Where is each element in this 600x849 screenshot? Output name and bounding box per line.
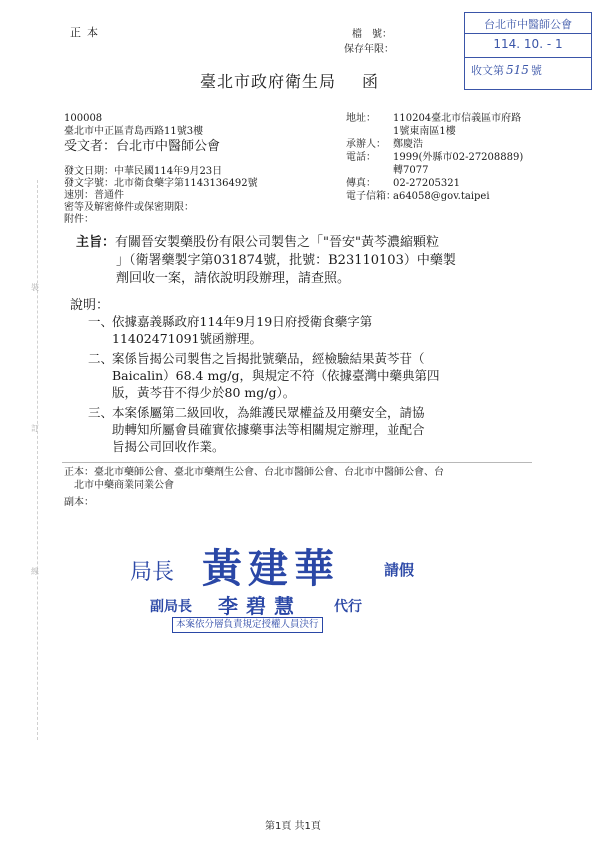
page-number: 第1頁 共1頁: [265, 821, 321, 832]
issue-date: 發文日期：中華民國114年9月23日: [64, 166, 223, 177]
attachment: 附件：: [64, 214, 94, 225]
primary-recipients: [64, 466, 544, 492]
phone-label: 電話：: [346, 152, 376, 163]
item-line: Baicalin）68.4 mg/g，與規定不符（依據臺灣中藥典第四: [112, 368, 440, 383]
on-leave-mark: 請假: [384, 561, 415, 579]
copy-type-label: 正本: [70, 26, 104, 39]
item-line: 11402471091號函辦理。: [112, 331, 262, 346]
receiver-label: 受文者：: [64, 139, 117, 154]
item-line: 版，黃芩苷不得少於80 mg/g）。: [112, 385, 296, 400]
item-line: 旨揭公司回收作業。: [112, 439, 225, 454]
item-number: 二、: [88, 351, 114, 366]
stamp-recv-suffix: 號: [530, 64, 542, 77]
explanation-label: 說明：: [70, 298, 110, 313]
issuing-org: 臺北市政府衛生局: [200, 72, 337, 91]
stamp-date: 114. 10. - 1: [465, 34, 591, 58]
receiver-name: 台北市中醫師公會: [116, 139, 221, 154]
subject-line: 有關晉安製藥股份有限公司製售之「"晉安"黃芩濃縮顆粒: [115, 235, 439, 250]
item-number: 三、: [88, 405, 114, 420]
address-line1: 110204臺北市信義區市府路: [393, 113, 522, 124]
signature-block: [120, 537, 480, 637]
document-title: [200, 69, 379, 92]
fax-label: 傳真：: [346, 178, 376, 189]
deputy-name: 李碧慧: [218, 594, 302, 618]
binding-char: 線: [31, 567, 39, 576]
file-number-label: 檔 號：: [352, 29, 392, 40]
receiver: [64, 139, 220, 155]
section-divider: [62, 462, 532, 463]
receiver-zip: 100008: [64, 113, 103, 124]
item-line: 依據嘉義縣政府114年9月19日府授衛食藥字第: [112, 314, 373, 329]
item-line: 案係旨揭公司製售之旨揭批號藥品，經檢驗結果黃芩苷（: [112, 351, 425, 366]
explanation-item: [88, 404, 548, 455]
contact-info: [346, 112, 523, 203]
item-line: 本案係屬第二級回收，為維護民眾權益及用藥安全，請協: [112, 405, 425, 420]
address-label: 地址：: [346, 113, 376, 124]
address-line2: 1號東南區1樓: [393, 126, 456, 137]
issue-number: 發文字號：北市衛食藥字第1143136492號: [64, 178, 258, 189]
binding-line: [37, 180, 38, 740]
director-title: 局長: [130, 560, 175, 585]
receipt-stamp: [464, 12, 592, 90]
handler-name: 鄭慶浩: [393, 139, 423, 150]
item-line: 助轉知所屬會員確實依據藥事法等相關規定辦理，並配合: [112, 422, 425, 437]
stamp-recv-label: 收文第: [471, 64, 504, 77]
item-number: 一、: [88, 314, 114, 329]
phone-number: 1999(外縣市02-27208889): [393, 152, 524, 163]
email-address: a64058@gov.taipei: [393, 191, 490, 202]
document-type: 函: [362, 72, 380, 91]
explanation-item: [88, 350, 548, 401]
director-name: 黃建華: [202, 545, 340, 592]
retention-period-label: 保存年限：: [344, 44, 394, 55]
secrecy-level: 密等及解密條件或保密期限：: [64, 202, 194, 213]
phone-extension: 轉7077: [393, 165, 429, 176]
document-meta: [64, 166, 258, 226]
stamp-recv-no: 515: [506, 63, 529, 77]
receiver-address: 臺北市中正區青島西路11號3樓: [64, 126, 204, 137]
speed-class: 速別：普通件: [64, 190, 124, 201]
binding-char: 裝: [31, 283, 39, 292]
copy-recipients-label: 副本：: [64, 497, 94, 508]
subject-label: 主旨：: [76, 235, 116, 250]
subject-section: [76, 234, 546, 288]
binding-char: 訂: [31, 424, 39, 433]
stamp-org: 台北市中醫師公會: [465, 13, 591, 34]
recipient-line: 臺北市藥師公會、臺北市藥劑生公會、台北市醫師公會、台北市中醫師公會、台: [94, 467, 444, 478]
explanation-item: [88, 313, 548, 347]
authorization-note: 本案依分層負責規定授權人員決行: [172, 617, 323, 633]
deputy-title: 副局長: [150, 599, 192, 615]
handler-label: 承辦人：: [346, 139, 386, 150]
subject-line: 」（衛署藥製字第031874號，批號：B23110103）中藥製: [116, 253, 456, 268]
stamp-receipt-number: [465, 58, 591, 78]
primary-recipients-label: 正本：: [64, 467, 94, 478]
acting-mark: 代行: [334, 599, 362, 615]
email-label: 電子信箱：: [346, 191, 396, 202]
subject-line: 劑回收一案，請依說明段辦理，請查照。: [116, 271, 351, 286]
recipient-line: 北市中藥商業同業公會: [74, 480, 174, 491]
fax-number: 02-27205321: [393, 178, 461, 189]
